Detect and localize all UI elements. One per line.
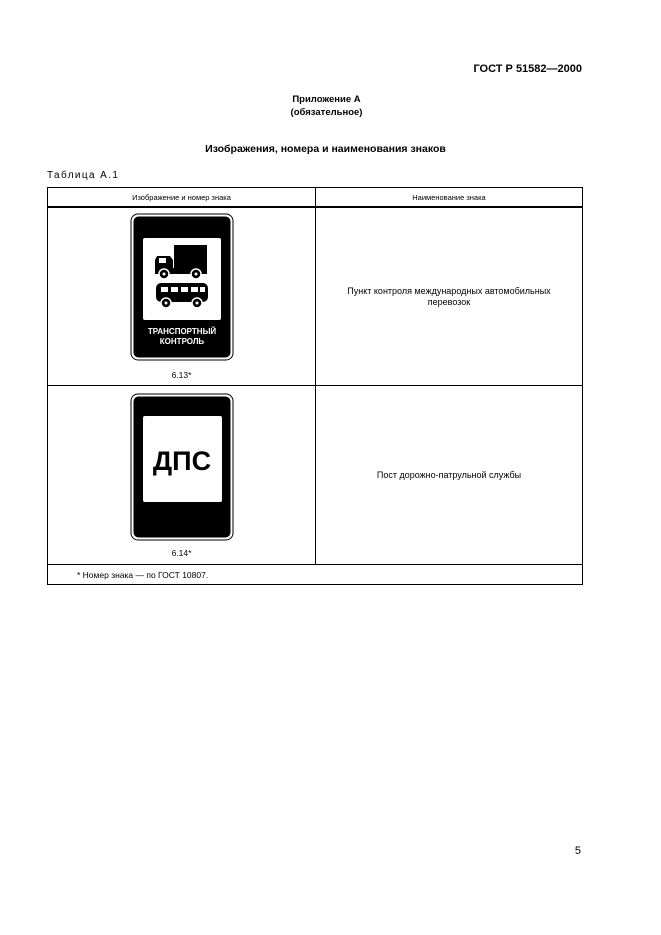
- sign-text-dps: ДПС: [152, 445, 211, 476]
- column-header-name: Наименование знака: [316, 188, 583, 208]
- sign-name: Пункт контроля международных автомобильных перевозок: [347, 285, 551, 307]
- sign-name-cell: [316, 386, 583, 565]
- column-header-image: Изображение и номер знака: [48, 188, 316, 208]
- sign-name: Пост дорожно-патрульной службы: [376, 469, 522, 480]
- table-row: [48, 386, 583, 565]
- sign-number: 6.13*: [171, 370, 192, 380]
- sign-text-line1: ТРАНСПОРТНЫЙ: [147, 327, 216, 336]
- section-title: [0, 143, 661, 155]
- sign-cell: [48, 207, 316, 386]
- appendix-heading: [0, 93, 661, 119]
- table-footnote-row: [48, 565, 583, 585]
- sign-cell: [48, 386, 316, 565]
- sign-text-line2: КОНТРОЛЬ: [159, 337, 204, 346]
- transport-control-sign: [130, 213, 234, 361]
- page-number: 5: [574, 845, 581, 857]
- dps-sign: [130, 393, 234, 541]
- footnote-cell: [48, 565, 583, 585]
- document-code: ГОСТ Р 51582—2000: [473, 63, 582, 75]
- sign-name-cell: [316, 207, 583, 386]
- section-title-text: Изображения, номера и наименования знаков: [205, 143, 446, 155]
- table-row: [48, 207, 583, 386]
- table-header-row: [48, 188, 583, 208]
- sign-number: 6.14*: [171, 547, 192, 558]
- table-label: Таблица А.1: [47, 170, 120, 181]
- footnote: * Номер знака — по ГОСТ 10807.: [77, 569, 209, 580]
- signs-table: [47, 187, 583, 585]
- appendix-status: (обязательное): [290, 107, 363, 118]
- appendix-title: Приложение А: [292, 94, 361, 105]
